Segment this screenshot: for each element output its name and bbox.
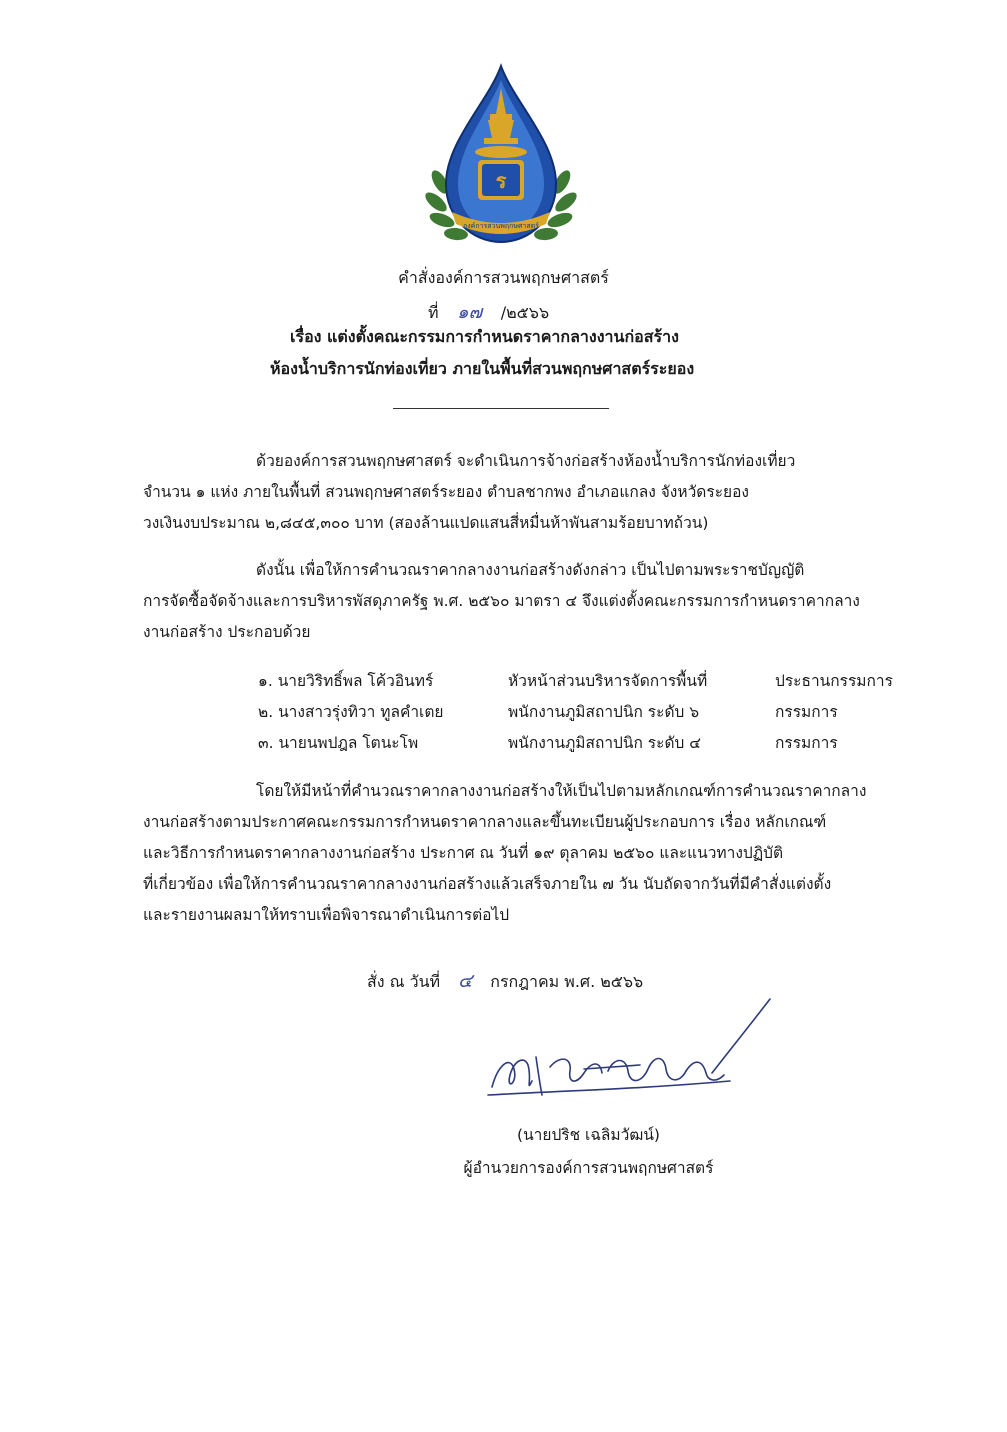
order-number-handwritten: ๑๗ bbox=[457, 302, 483, 323]
subject-line-2: ห้องน้ำบริการนักท่องเที่ยว ภายในพื้นที่สวนพฤกษศาสตร์ระยอง bbox=[270, 359, 695, 378]
member-name: ๒. นางสาวรุ่งทิวา ทูลคำเตย bbox=[258, 703, 444, 721]
signer-title: ผู้อำนวยการองค์การสวนพฤกษศาสตร์ bbox=[463, 1159, 714, 1177]
member-role: กรรมการ bbox=[775, 734, 838, 752]
paragraph-line: ดังนั้น เพื่อให้การคำนวณราคากลางงานก่อสร้างดังกล่าว เป็นไปตามพระราชบัญญัติ bbox=[256, 561, 805, 579]
given-suffix: กรกฎาคม พ.ศ. ๒๕๖๖ bbox=[490, 972, 644, 991]
organization-logo-icon bbox=[418, 62, 584, 248]
committee-list bbox=[258, 668, 918, 761]
given-prefix: สั่ง ณ วันที่ bbox=[367, 972, 441, 991]
given-day-handwritten: ๔ bbox=[457, 970, 473, 992]
member-role: กรรมการ bbox=[775, 703, 838, 721]
divider-line bbox=[393, 408, 609, 409]
paragraph-line: และรายงานผลมาให้ทราบเพื่อพิจารณาดำเนินการต่อไป bbox=[143, 906, 510, 924]
paragraph-line: ด้วยองค์การสวนพฤกษศาสตร์ จะดำเนินการจ้างก่อสร้างห้องน้ำบริการนักท่องเที่ยว bbox=[256, 452, 796, 470]
paragraph-line: การจัดซื้อจัดจ้างและการบริหารพัสดุภาครัฐ พ.ศ. ๒๕๖๐ มาตรา ๔ จึงแต่งตั้งคณะกรรมการกำหนดราคากลาง bbox=[143, 592, 860, 610]
paragraph-line: ที่เกี่ยวข้อง เพื่อให้การคำนวณราคากลางงานก่อสร้างแล้วเสร็จภายใน ๗ วัน นับถัดจากวันที่มีคำสั่งแต่งตั้ง bbox=[143, 875, 832, 893]
committee-member bbox=[258, 668, 918, 699]
order-number bbox=[428, 297, 549, 326]
order-number-prefix: ที่ bbox=[428, 303, 439, 322]
paragraph-appointment bbox=[143, 555, 903, 648]
paragraph-line: งานก่อสร้าง ประกอบด้วย bbox=[143, 623, 311, 641]
committee-member bbox=[258, 730, 918, 761]
paragraph-line: งานก่อสร้างตามประกาศคณะกรรมการกำหนดราคากลางและขึ้นทะเบียนผู้ประกอบการ เรื่อง หลักเกณฑ์ bbox=[143, 813, 827, 831]
svg-text:องค์การสวนพฤกษศาสตร์: องค์การสวนพฤกษศาสตร์ bbox=[463, 222, 539, 230]
paragraph-duties bbox=[143, 776, 903, 931]
signer-name: (นายปริช เฉลิมวัฒน์) bbox=[517, 1126, 660, 1144]
member-name: ๑. นายวิริทธิ์พล โค้วอินทร์ bbox=[258, 672, 434, 690]
order-title: คำสั่งองค์การสวนพฤกษศาสตร์ bbox=[398, 268, 609, 287]
member-role: ประธานกรรมการ bbox=[775, 672, 893, 690]
svg-text:ร: ร bbox=[495, 169, 507, 193]
paragraph-line: จำนวน ๑ แห่ง ภายในพื้นที่ สวนพฤกษศาสตร์ระยอง ตำบลชากพง อำเภอแกลง จังหวัดระยอง bbox=[143, 483, 749, 501]
committee-member bbox=[258, 699, 918, 730]
order-number-year: /๒๕๖๖ bbox=[500, 303, 550, 322]
paragraph-line: โดยให้มีหน้าที่คำนวณราคากลางงานก่อสร้างให้เป็นไปตามหลักเกณฑ์การคำนวณราคากลาง bbox=[256, 782, 867, 800]
paragraph-line: และวิธีการกำหนดราคากลางงานก่อสร้าง ประกาศ ณ วันที่ ๑๙ ตุลาคม ๒๕๖๐ และแนวทางปฏิบัติ bbox=[143, 844, 784, 862]
given-date bbox=[367, 966, 643, 996]
member-name: ๓. นายนพปฎล โตนะโพ bbox=[258, 734, 419, 752]
member-position: พนักงานภูมิสถาปนิก ระดับ ๖ bbox=[508, 703, 700, 721]
member-position: หัวหน้าส่วนบริหารจัดการพื้นที่ bbox=[508, 672, 708, 690]
paragraph-intro bbox=[143, 446, 903, 539]
handwritten-signature-icon bbox=[480, 995, 790, 1105]
member-position: พนักงานภูมิสถาปนิก ระดับ ๔ bbox=[508, 734, 702, 752]
subject-line-1: เรื่อง แต่งตั้งคณะกรรมการกำหนดราคากลางงานก่อสร้าง bbox=[290, 327, 679, 346]
paragraph-line: วงเงินงบประมาณ ๒,๘๔๕,๓๐๐ บาท (สองล้านแปดแสนสี่หมื่นห้าพันสามร้อยบาทถ้วน) bbox=[143, 514, 709, 532]
